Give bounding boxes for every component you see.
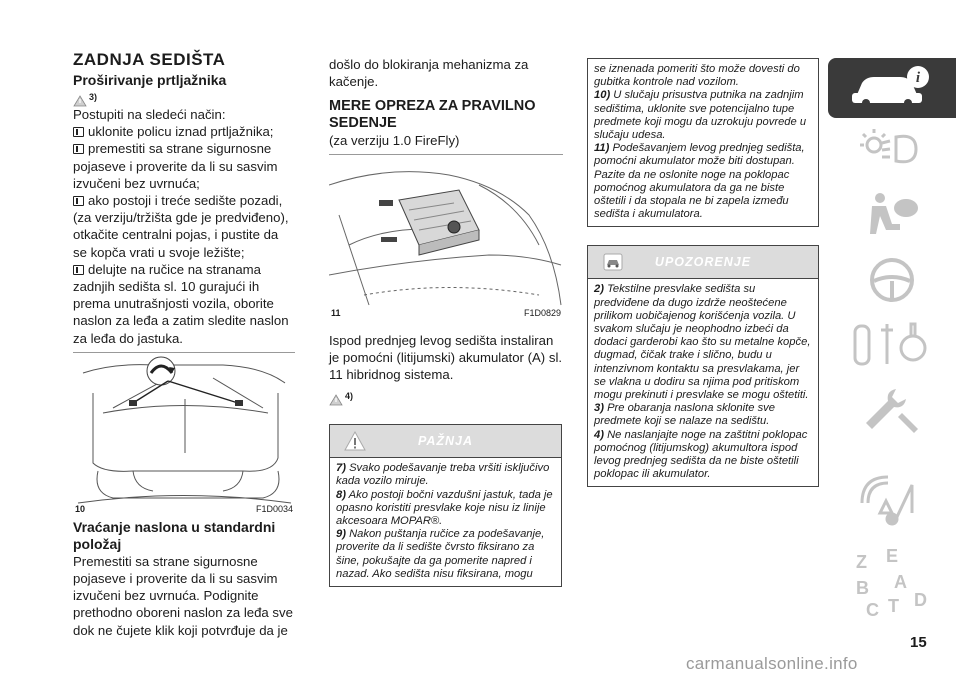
figure-10 bbox=[73, 352, 295, 516]
version-note: (za verziju 1.0 FireFly) bbox=[329, 133, 460, 149]
rear-seat-illustration bbox=[73, 353, 295, 516]
reference-4: 4) bbox=[345, 391, 354, 402]
warning-box-header bbox=[588, 246, 818, 279]
checkbox-bullet-icon bbox=[73, 144, 84, 154]
subsection-title: Vraćanje naslona u standardni položaj bbox=[73, 518, 276, 552]
figure-number: 10 bbox=[75, 503, 86, 514]
tab-maintenance[interactable] bbox=[828, 380, 956, 440]
subsection-title: Proširivanje prtljažnika bbox=[73, 72, 227, 88]
bullet-item: premestiti sa strane sigurnosne pojaseve i proverite da li su sasvim izvučeni bez uvrnuća; bbox=[73, 141, 278, 191]
tab-car-info[interactable] bbox=[828, 58, 956, 118]
index-letter: C bbox=[866, 600, 879, 620]
paragraph: došlo do blokiranja mehanizma za kačenje. bbox=[329, 57, 529, 90]
warning-book-icon bbox=[329, 394, 343, 406]
paragraph: Premestiti sa strane sigurnosne pojaseve i proverite da li su sasvim izvučeni bez uvrnuća. Podignite prethodno oboreni naslon za leđa sve dok ne čujete klik koji potvrđuje da je bbox=[73, 553, 293, 638]
note-item: 8) Ako postoji bočni vazdušni jastuk, tada je opasno koristiti presvlake koje nisu iz linije akcesoara MOPAR®. bbox=[336, 488, 553, 528]
car-info-icon bbox=[842, 63, 942, 113]
note-item: 7) Svako podešavanje treba vršiti isključivo kada vozilo miruje. bbox=[336, 462, 550, 488]
column-2 bbox=[329, 56, 563, 587]
caution-box-body bbox=[330, 458, 561, 586]
tab-index[interactable] bbox=[828, 546, 956, 624]
note-item: 4) Ne naslanjajte noge na zaštitni poklopac pomoćnog (litijumskog) akumultora ispod levog prednjeg sedišta da ne biste oštetili poklopac ili akumulator. bbox=[594, 428, 808, 481]
caution-box-title: PAŽNJA bbox=[417, 434, 474, 449]
alphabet-index-icon bbox=[842, 546, 942, 624]
caution-box bbox=[329, 424, 562, 587]
airbag-safety-icon bbox=[852, 188, 932, 242]
bullet-item: delujte na ručice na stranama zadnjih sedišta sl. 10 gurajući ih prema unutrašnjosti vozila, oborite naslon za leđa a zatim sledite naslon za leđa do jastuka. bbox=[73, 261, 289, 346]
warning-box-body bbox=[588, 279, 818, 486]
tab-safety[interactable] bbox=[828, 185, 956, 245]
tab-dashboard-lights[interactable] bbox=[828, 120, 956, 180]
warning-triangle-icon bbox=[847, 318, 937, 372]
index-letter: Z bbox=[856, 552, 867, 572]
column-3 bbox=[587, 58, 819, 487]
chapter-sidebar bbox=[828, 58, 956, 628]
music-navigation-icon bbox=[852, 473, 932, 527]
intro-text: Postupiti na sledeći način: bbox=[73, 107, 226, 122]
tab-emergency[interactable] bbox=[828, 315, 956, 375]
checkbox-bullet-icon bbox=[73, 127, 84, 137]
steering-wheel-icon bbox=[852, 253, 932, 307]
figure-number: 11 bbox=[331, 307, 341, 318]
bullet-item: ako postoji i treće sedište pozadi, (za verziju/tržišta gde je predviđeno), otkačite centralni pojas, i pustite da se kopča vrati u svoje ležište; bbox=[73, 193, 289, 260]
note-item: 2) Tekstilne presvlake sedišta su predviđene da dugo izdrže neoštećene prilikom uobičajenog korišćenja vozila. U svakom slučaju je neophodno izbeći da dodaci garderobi kao što su metalne kopče, dugmad, čičak trake i slično, budu u intenzivnom kontaktu sa presvlakama, jer se vlakna u dodiru sa njima pod pritiskom mogu prekinuti i presvlake se mogu oštetiti. bbox=[594, 283, 811, 402]
tab-driving[interactable] bbox=[828, 250, 956, 310]
index-letter: B bbox=[856, 578, 869, 598]
reference-3: 3) bbox=[89, 92, 98, 102]
page-number: 15 bbox=[910, 634, 927, 651]
index-letter: T bbox=[888, 596, 899, 616]
note-item: 10) U slučaju prisustva putnika na zadnjim sedištima, uklonite sve potencijalno tupe predmete koji mogu da uzrokuju povrede u slučaju udesa. bbox=[594, 89, 807, 142]
figure-11 bbox=[329, 154, 563, 320]
figure-code: F1D0034 bbox=[255, 503, 293, 514]
checkbox-bullet-icon bbox=[73, 196, 84, 206]
checkbox-bullet-icon bbox=[73, 265, 84, 275]
watermark: carmanualsonline.info bbox=[686, 654, 858, 673]
dashboard-lights-icon bbox=[852, 123, 932, 177]
index-letter: A bbox=[894, 572, 907, 592]
section-title: MERE OPREZA ZA PRAVILNO SEDENJE bbox=[329, 98, 536, 132]
tab-multimedia[interactable] bbox=[828, 470, 956, 530]
note-item: 9) Nakon puštanja ručice za podešavanje, proverite da li sedište čvrsto fiksirano za šine, pokušajte da ga pomerite napred i nazad. Ako sedišta nisu fiksirana, mogu bbox=[336, 528, 545, 580]
column-1 bbox=[73, 50, 295, 639]
paragraph: Ispod prednjeg levog sedišta instaliran je pomoćni (litijumski) akumulator (A) sl. 11 hibridnog sistema. bbox=[329, 332, 563, 383]
caution-box-body bbox=[588, 59, 818, 226]
note-item: 11) Podešavanjem levog prednjeg sedišta, pomoćni akumulator može biti dostupan. Pazite da ne oslonite noge na poklopac pomoćnog akumulatora da ga ne biste oštetili i da stopala ne bi zapela između sedišta i akumulatora. bbox=[594, 142, 805, 221]
bullet-item: uklonite policu iznad prtljažnika; bbox=[73, 123, 295, 140]
warning-box-title: UPOZORENJE bbox=[654, 255, 752, 270]
section-title: ZADNJA SEDIŠTA bbox=[73, 50, 226, 69]
note-item: 3) Pre obaranja naslona sklonite sve predmete koji se nalaze na sedištu. bbox=[594, 402, 775, 428]
figure-code: F1D0829 bbox=[523, 307, 561, 318]
caution-box-continued bbox=[587, 58, 819, 227]
warning-box bbox=[587, 245, 819, 487]
front-seat-battery-illustration bbox=[329, 155, 563, 320]
maintenance-wrench-icon bbox=[852, 383, 932, 437]
index-letter: E bbox=[886, 546, 899, 566]
svg-text:i: i bbox=[915, 70, 921, 86]
reference-row bbox=[73, 92, 295, 106]
caution-box-header bbox=[330, 425, 561, 458]
index-letter: D bbox=[914, 590, 927, 610]
reference-row bbox=[329, 391, 563, 405]
note-item: se iznenada pomeriti što može dovesti do gubitka kontrole nad vozilom. bbox=[594, 63, 800, 89]
